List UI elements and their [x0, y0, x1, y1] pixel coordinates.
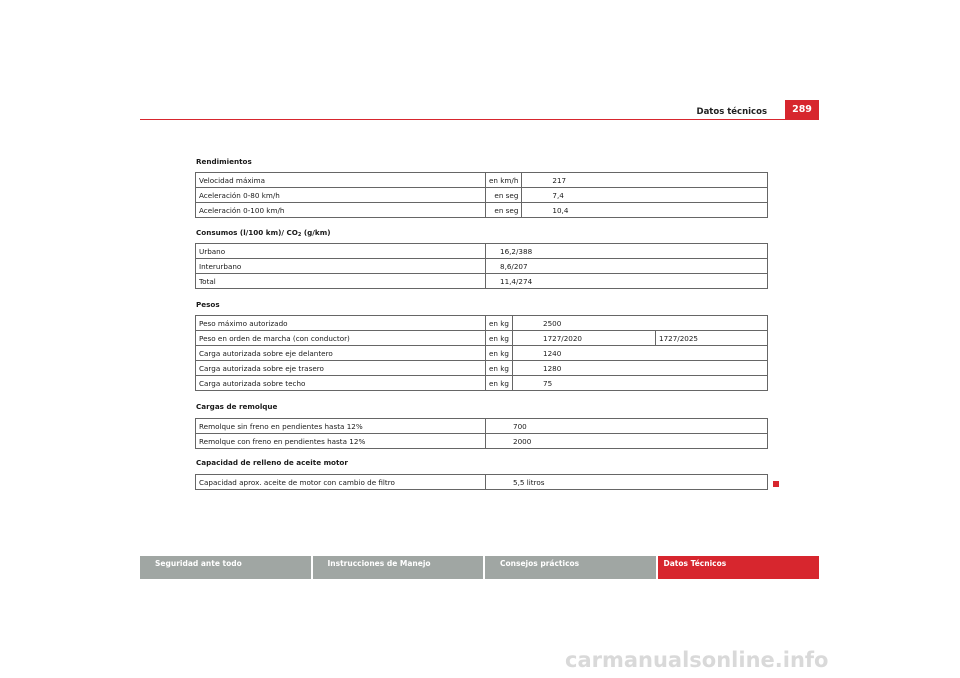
row-value: 2000: [486, 434, 768, 449]
row-value: 1727/2020: [513, 331, 656, 346]
tab-datos-tecnicos[interactable]: Datos Técnicos: [658, 556, 820, 579]
row-value: 75: [513, 376, 768, 391]
section-title-cargas-remolque: Cargas de remolque: [196, 402, 278, 411]
row-label: Peso en orden de marcha (con conductor): [196, 331, 486, 346]
table-pesos: [195, 315, 768, 391]
row-value: 2500: [513, 316, 768, 331]
row-value: 10,4: [522, 203, 768, 218]
section-title-aceite-motor: Capacidad de relleno de aceite motor: [196, 458, 348, 467]
row-unit: en seg: [486, 203, 522, 218]
table-row: [196, 203, 768, 218]
row-value: 1240: [513, 346, 768, 361]
row-value: 217: [522, 173, 768, 188]
row-unit: en kg: [486, 331, 513, 346]
tab-instrucciones[interactable]: Instrucciones de Manejo: [313, 556, 484, 579]
row-value: 700: [486, 419, 768, 434]
table-row: [196, 376, 768, 391]
row-value: 8,6/207: [486, 259, 768, 274]
row-label: Aceleración 0-100 km/h: [196, 203, 486, 218]
section-title-consumos: [196, 228, 331, 238]
table-row: [196, 316, 768, 331]
tab-consejos[interactable]: Consejos prácticos: [485, 556, 656, 579]
table-row: [196, 259, 768, 274]
row-label: Urbano: [196, 244, 486, 259]
row-value: 16,2/388: [486, 244, 768, 259]
page-number: 289: [785, 100, 819, 119]
row-value: 5,5 litros: [486, 475, 768, 490]
table-row: [196, 244, 768, 259]
page-header: [140, 100, 819, 120]
title-suffix: (g/km): [301, 228, 331, 237]
table-aceite-motor: [195, 474, 768, 490]
watermark: carmanualsonline.info: [565, 648, 829, 672]
header-rule: [140, 119, 819, 120]
row-label: Aceleración 0-80 km/h: [196, 188, 486, 203]
table-row: [196, 188, 768, 203]
table-row: [196, 331, 768, 346]
tab-seguridad[interactable]: Seguridad ante todo: [140, 556, 311, 579]
row-value: 1280: [513, 361, 768, 376]
row-unit: en kg: [486, 376, 513, 391]
table-row: [196, 434, 768, 449]
row-unit: en kg: [486, 361, 513, 376]
table-row: [196, 274, 768, 289]
row-label: Remolque con freno en pendientes hasta 12%: [196, 434, 486, 449]
table-row: [196, 361, 768, 376]
row-label: Capacidad aprox. aceite de motor con cambio de filtro: [196, 475, 486, 490]
row-label: Velocidad máxima: [196, 173, 486, 188]
row-label: Carga autorizada sobre eje delantero: [196, 346, 486, 361]
table-cargas-remolque: [195, 418, 768, 449]
footer-nav: [140, 556, 819, 579]
row-value: 7,4: [522, 188, 768, 203]
section-title-pesos: Pesos: [196, 300, 220, 309]
row-unit: en seg: [486, 188, 522, 203]
row-unit: en kg: [486, 346, 513, 361]
row-label: Carga autorizada sobre eje trasero: [196, 361, 486, 376]
row-value-alt: 1727/2025: [656, 331, 768, 346]
row-label: Peso máximo autorizado: [196, 316, 486, 331]
row-label: Interurbano: [196, 259, 486, 274]
table-row: [196, 475, 768, 490]
row-label: Carga autorizada sobre techo: [196, 376, 486, 391]
row-unit: en km/h: [486, 173, 522, 188]
table-consumos: [195, 243, 768, 289]
row-unit: en kg: [486, 316, 513, 331]
table-rendimientos: [195, 172, 768, 218]
table-row: [196, 173, 768, 188]
row-label: Total: [196, 274, 486, 289]
section-title-rendimientos: Rendimientos: [196, 157, 252, 166]
section-end-marker: [773, 481, 779, 487]
table-row: [196, 346, 768, 361]
row-label: Remolque sin freno en pendientes hasta 12%: [196, 419, 486, 434]
table-row: [196, 419, 768, 434]
row-value: 11,4/274: [486, 274, 768, 289]
title-prefix: Consumos (l/100 km)/ CO: [196, 228, 298, 237]
header-title: Datos técnicos: [696, 107, 767, 117]
title-subscript: 2: [297, 232, 302, 238]
